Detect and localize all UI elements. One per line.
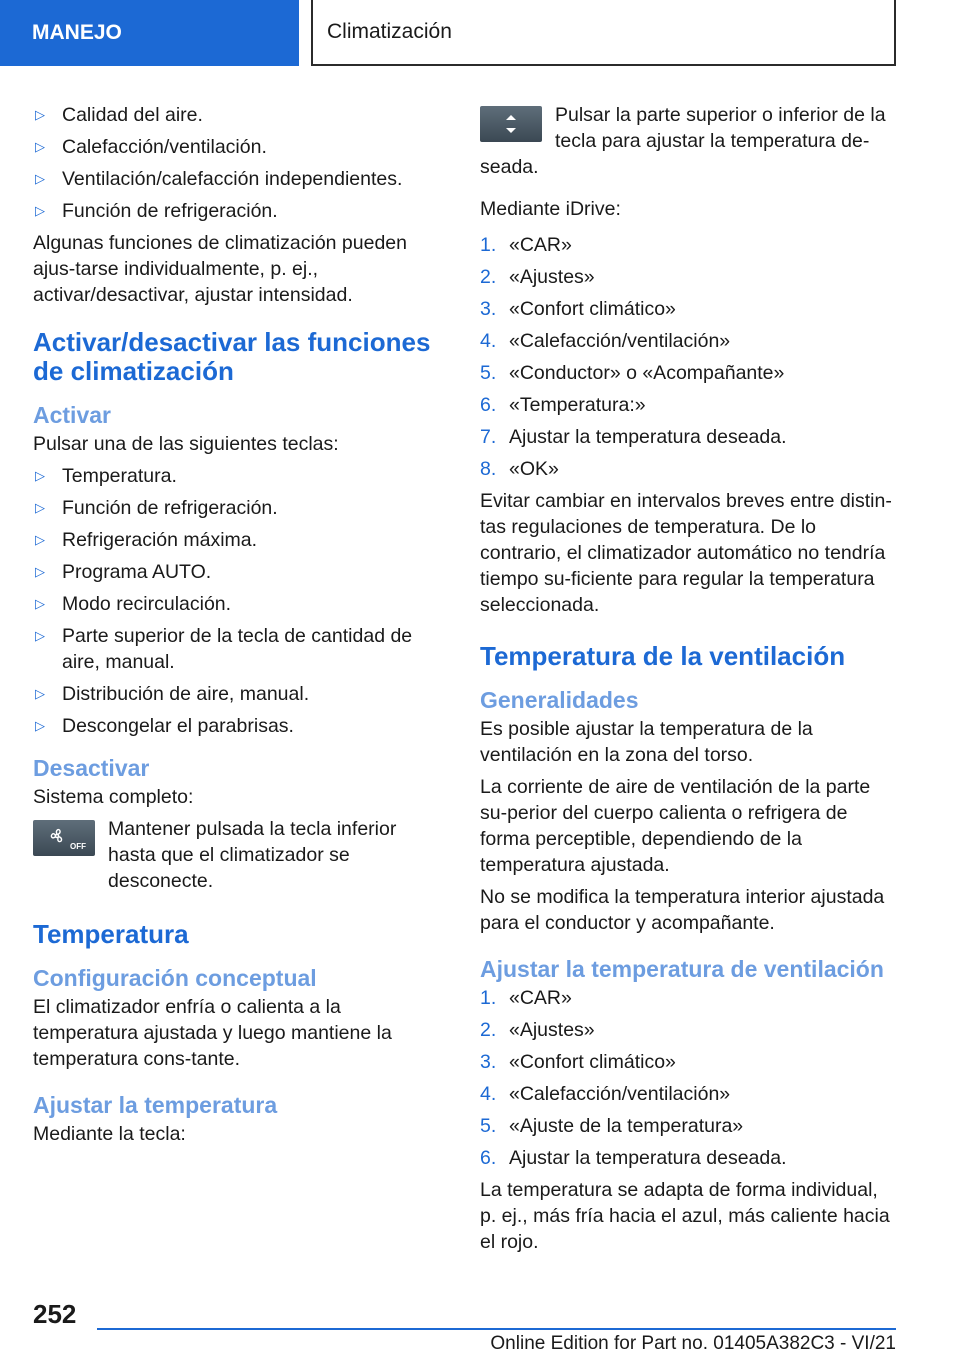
list-item: 7. Ajustar la temperatura deseada. bbox=[480, 426, 787, 448]
triangle-bullet-icon: ▷ bbox=[35, 686, 45, 701]
list-item: ▷ Temperatura. bbox=[35, 465, 177, 487]
triangle-bullet-icon: ▷ bbox=[35, 171, 45, 186]
list-item: 3. «Confort climático» bbox=[480, 298, 676, 320]
heading-config: Configuración conceptual bbox=[33, 965, 317, 991]
feature-list bbox=[33, 102, 445, 224]
list-item: 1. «CAR» bbox=[480, 987, 572, 1009]
chapter-title-text: Climatización bbox=[327, 20, 452, 43]
heading-activar: Activar bbox=[33, 402, 111, 428]
list-item: 4. «Calefacción/ventilación» bbox=[480, 1083, 731, 1105]
triangle-bullet-icon: ▷ bbox=[35, 139, 45, 154]
general-paragraph-1: Es posible ajustar la temperatura de la ventilación en la zona del torso. bbox=[480, 718, 813, 766]
list-item: ▷ Ventilación/calefacción independientes. bbox=[35, 168, 403, 190]
page-number: 252 bbox=[33, 1299, 77, 1329]
temperature-up-down-key-icon bbox=[480, 106, 542, 142]
heading-ajustar: Ajustar la temperatura bbox=[33, 1092, 278, 1118]
off-label: OFF bbox=[70, 842, 86, 851]
list-item: ▷ Parte superior de la tecla de cantidad de aire, manual. bbox=[35, 625, 413, 673]
list-item: 4. «Calefacción/ventilación» bbox=[480, 330, 731, 352]
list-item: ▷ Refrigeración máxima. bbox=[35, 529, 258, 551]
section-label: MANEJO bbox=[32, 21, 122, 44]
heading-desactivar: Desactivar bbox=[33, 755, 150, 781]
idrive-paragraph: Mediante iDrive: bbox=[480, 198, 621, 220]
avoid-paragraph: Evitar cambiar en intervalos breves entre distin-tas regulaciones de temperatura. De lo contrario, el climatizador automático no tendría tiempo su-ficiente para regular la temperatura seleccionada. bbox=[480, 490, 892, 616]
left-column bbox=[33, 102, 445, 1153]
heading-general: Generalidades bbox=[480, 687, 639, 713]
activar-list bbox=[33, 463, 445, 739]
triangle-bullet-icon: ▷ bbox=[35, 564, 45, 579]
list-item: ▷ Calefacción/ventilación. bbox=[35, 136, 267, 158]
heading-ajustar-vent: Ajustar la temperatura de ventilación bbox=[480, 956, 884, 982]
final-paragraph: La temperatura se adapta de forma individual, p. ej., más fría hacia el azul, más caliente hacia el rojo. bbox=[480, 1179, 890, 1253]
temperature-key-row bbox=[480, 102, 898, 186]
triangle-bullet-icon: ▷ bbox=[35, 532, 45, 547]
triangle-bullet-icon: ▷ bbox=[35, 107, 45, 122]
list-item: ▷ Función de refrigeración. bbox=[35, 200, 278, 222]
list-item: ▷ Función de refrigeración. bbox=[35, 497, 278, 519]
heading-vent-temp: Temperatura de la ventilación bbox=[480, 641, 846, 671]
triangle-bullet-icon: ▷ bbox=[35, 596, 45, 611]
temperature-key-description: Pulsar la parte superior o inferior de la tecla para ajustar la temperatura de-seada. bbox=[480, 104, 886, 178]
ajustar-paragraph: Mediante la tecla: bbox=[33, 1123, 186, 1145]
list-item: 5. «Ajuste de la temperatura» bbox=[480, 1115, 744, 1137]
section-tab bbox=[0, 0, 299, 66]
list-item: ▷ Calidad del aire. bbox=[35, 104, 203, 126]
list-item: 8. «OK» bbox=[480, 458, 559, 480]
general-paragraph-2: La corriente de aire de ventilación de la parte su-perior del cuerpo calienta o refrigera de forma perceptible, dependiendo de la temperatura ajustada. bbox=[480, 776, 871, 876]
heading-temperatura: Temperatura bbox=[33, 919, 189, 949]
chapter-title bbox=[311, 0, 896, 66]
list-item: ▷ Modo recirculación. bbox=[35, 593, 232, 615]
up-down-arrows-icon bbox=[501, 109, 521, 139]
desactivar-paragraph: Sistema completo: bbox=[33, 786, 194, 808]
list-item: ▷ Distribución de aire, manual. bbox=[35, 683, 310, 705]
triangle-bullet-icon: ▷ bbox=[35, 718, 45, 733]
general-paragraph-3: No se modifica la temperatura interior ajustada para el conductor y acompañante. bbox=[480, 886, 885, 934]
footer-edition: Online Edition for Part no. 01405A382C3 - VI/21 bbox=[490, 1333, 896, 1354]
list-item: 1. «CAR» bbox=[480, 234, 572, 256]
list-item: ▷ Descongelar el parabrisas. bbox=[35, 715, 294, 737]
heading-activate-functions: Activar/desactivar las funciones de climatización bbox=[33, 327, 431, 386]
fan-off-description: Mantener pulsada la tecla inferior hasta que el climatizador se desconecte. bbox=[108, 818, 397, 892]
triangle-bullet-icon: ▷ bbox=[35, 500, 45, 515]
idrive-steps bbox=[480, 232, 898, 482]
list-item: 6. Ajustar la temperatura deseada. bbox=[480, 1147, 787, 1169]
intro-paragraph: Algunas funciones de climatización pueden ajus-tarse individualmente, p. ej., activar/desactivar, ajustar intensidad. bbox=[33, 232, 407, 306]
config-paragraph: El climatizador enfría o calienta a la temperatura ajustada y luego mantiene la temperatura cons-tante. bbox=[33, 996, 392, 1070]
list-item: 2. «Ajustes» bbox=[480, 266, 595, 288]
list-item: 6. «Temperatura:» bbox=[480, 394, 646, 416]
footer-divider bbox=[97, 1328, 896, 1330]
vent-steps bbox=[480, 985, 898, 1171]
fan-off-key-row bbox=[33, 816, 445, 894]
triangle-bullet-icon: ▷ bbox=[35, 203, 45, 218]
right-column bbox=[480, 102, 898, 1261]
fan-off-key-icon bbox=[33, 820, 95, 856]
list-item: 2. «Ajustes» bbox=[480, 1019, 595, 1041]
triangle-bullet-icon: ▷ bbox=[35, 468, 45, 483]
activar-paragraph: Pulsar una de las siguientes teclas: bbox=[33, 433, 339, 455]
list-item: ▷ Programa AUTO. bbox=[35, 561, 212, 583]
triangle-bullet-icon: ▷ bbox=[35, 628, 45, 643]
list-item: 5. «Conductor» o «Acompañante» bbox=[480, 362, 785, 384]
list-item: 3. «Confort climático» bbox=[480, 1051, 676, 1073]
